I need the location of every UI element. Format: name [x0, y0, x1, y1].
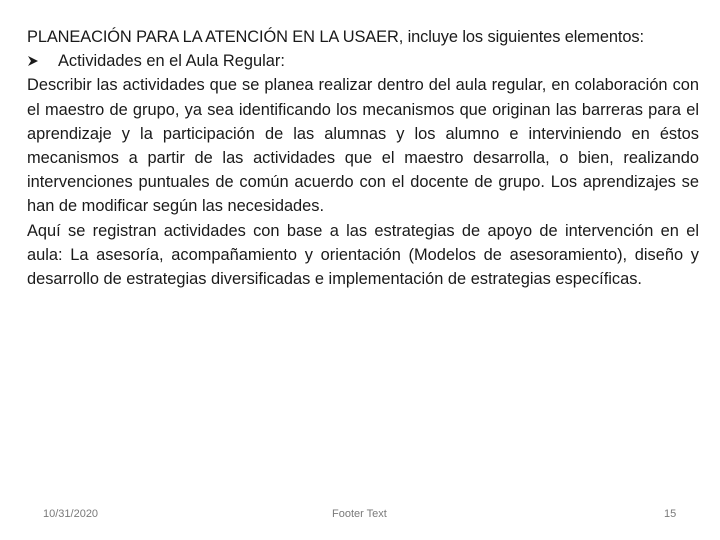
slide-heading: PLANEACIÓN PARA LA ATENCIÓN EN LA USAER, incluye los siguientes elementos: [27, 28, 644, 46]
footer-date: 10/31/2020 [43, 508, 99, 520]
arrow-bullet-icon [27, 55, 58, 67]
bullet-text: Actividades en el Aula Regular: [58, 52, 285, 71]
paragraph-description: Describir las actividades que se planea realizar dentro del aula regular, en colaboración con el maestro de grupo, ya sea identificando los mecanismos que originan las barreras para el aprendizaje y la participación de las alumnas y los alumno e interviniendo en éstos mecanismos a partir de las actividades que el maestro desarrolla, o bien, realizando intervenciones puntuales de común acuerdo con el docente de grupo. Los aprendizajes se han de modificar según las necesidades. [27, 76, 699, 216]
footer-text: Footer Text [332, 508, 387, 520]
paragraph-registro: Aquí se registran actividades con base a las estrategias de apoyo de intervención en el aula: La asesoría, acompañamiento y orientación (Modelos de asesoramiento), diseño y desarrollo de estrategias diversificadas e implementación de estrategias específicas. [27, 221, 699, 289]
slide-body [27, 25, 699, 291]
bullet-item [27, 49, 699, 73]
footer-page-number: 15 [664, 508, 677, 520]
